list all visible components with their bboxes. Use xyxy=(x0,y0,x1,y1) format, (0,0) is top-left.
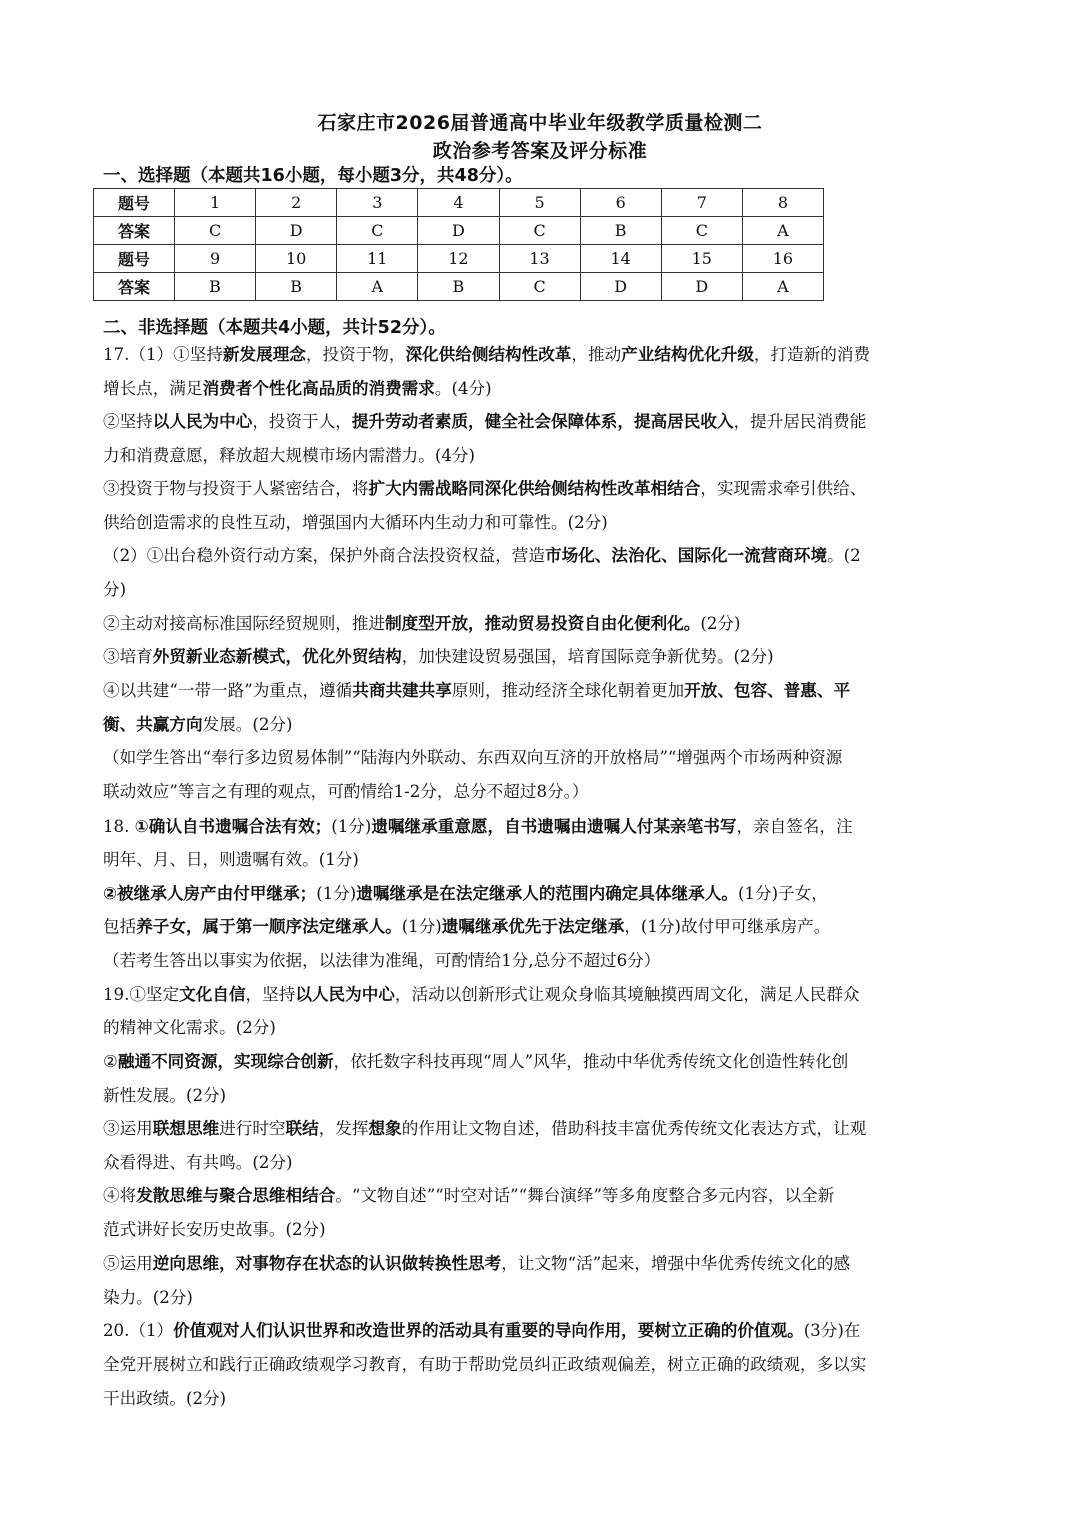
text-segment: ，投资于人， xyxy=(252,412,352,431)
text-line xyxy=(103,980,978,1010)
table-cell: A xyxy=(337,273,418,301)
answer-table xyxy=(93,188,824,301)
table-cell: 5 xyxy=(499,189,580,217)
bold-key-phrase: 外贸新业态新模式，优化外贸结构 xyxy=(152,647,402,666)
bold-key-phrase: 遗嘱继承优先于法定继承 xyxy=(441,917,625,936)
table-cell: 15 xyxy=(661,245,742,273)
section-1-heading: 一、选择题（本题共16小题，每小题3分，共48分）。 xyxy=(103,166,523,186)
table-cell: 8 xyxy=(742,189,823,217)
text-segment: 的精神文化需求。(2分) xyxy=(103,1018,276,1037)
text-segment: 17.（1）①坚持 xyxy=(103,345,223,364)
text-segment: ⑤运用 xyxy=(103,1254,153,1273)
text-segment: 的作用让文物自述，借助科技丰富优秀传统文化表达方式，让观 xyxy=(401,1119,867,1138)
text-segment: 力和消费意愿，释放超大规模市场内需潜力。(4分) xyxy=(103,446,475,465)
table-row xyxy=(94,273,824,301)
table-cell: 12 xyxy=(418,245,499,273)
text-segment: ③培育 xyxy=(103,647,153,666)
text-line xyxy=(103,1249,978,1279)
table-cell: B xyxy=(256,273,337,301)
text-segment: 染力。(2分) xyxy=(103,1288,193,1307)
text-line xyxy=(103,1013,978,1043)
table-cell: A xyxy=(742,217,823,245)
text-segment: 发展。(2分) xyxy=(202,715,293,734)
table-cell: 2 xyxy=(256,189,337,217)
text-line xyxy=(103,743,978,773)
text-line xyxy=(103,1114,978,1144)
text-segment: (1分)子女， xyxy=(737,884,828,903)
bold-key-phrase: 以人民为中心 xyxy=(152,412,253,431)
answer-label: 答案 xyxy=(94,273,175,301)
text-line xyxy=(103,845,978,875)
text-line xyxy=(103,812,978,842)
text-line xyxy=(103,1081,978,1111)
text-segment: 。(2 xyxy=(827,546,861,565)
bold-key-phrase: 发散思维与聚合思维相结合 xyxy=(136,1186,336,1205)
bold-key-phrase: 开放、包容、普惠、平 xyxy=(684,681,851,700)
text-segment: 18. xyxy=(103,817,135,836)
table-cell: 16 xyxy=(742,245,823,273)
table-cell: C xyxy=(337,217,418,245)
bold-key-phrase: ①确认自书遗嘱合法有效； xyxy=(134,817,332,836)
text-segment: 干出政绩。(2分) xyxy=(103,1389,227,1408)
table-cell: D xyxy=(418,217,499,245)
bold-key-phrase: 扩大内需战略同深化供给侧结构性改革相结合 xyxy=(368,479,701,498)
answer-label: 答案 xyxy=(94,217,175,245)
text-segment: 范式讲好长安历史故事。(2分) xyxy=(103,1220,326,1239)
table-row xyxy=(94,245,824,273)
table-cell: D xyxy=(661,273,742,301)
bold-key-phrase: 衡、共赢方向 xyxy=(103,715,203,734)
table-cell: 3 xyxy=(337,189,418,217)
text-line xyxy=(103,575,978,605)
table-cell: 4 xyxy=(418,189,499,217)
table-cell: 14 xyxy=(580,245,661,273)
text-segment: ，亲自签名，注 xyxy=(736,817,853,836)
bold-key-phrase: 共商共建共享 xyxy=(352,681,452,700)
bold-key-phrase: 新发展理念 xyxy=(222,345,306,364)
bold-key-phrase: 市场化、法治化、国际化一流营商环境 xyxy=(545,546,828,565)
text-segment: 原则，推动经济全球化朝着更加 xyxy=(451,681,685,700)
text-line xyxy=(103,1215,978,1245)
text-segment: ④将 xyxy=(103,1186,137,1205)
text-segment: ，让文物“活”起来，增强中华优秀传统文化的感 xyxy=(501,1254,851,1273)
text-segment: ，活动以创新形式让观众身临其境触摸西周文化，满足人民群众 xyxy=(394,985,860,1004)
document-subtitle: 政治参考答案及评分标准 xyxy=(432,140,648,162)
text-line xyxy=(103,407,978,437)
bold-key-phrase: 提升劳动者素质，健全社会保障体系，提高居民收入 xyxy=(351,412,734,431)
text-segment: (3分)在 xyxy=(803,1321,861,1340)
bold-key-phrase: 深化供给侧结构性改革 xyxy=(405,345,572,364)
text-segment: （如学生答出“奉行多边贸易体制”“陆海内外联动、东西双向互济的开放格局”“增强两个市场两种资源 xyxy=(103,748,843,767)
text-segment: 包括 xyxy=(103,917,137,936)
text-line xyxy=(103,508,978,538)
text-segment: 联动效应”等言之有理的观点，可酌情给1-2分，总分不超过8分。） xyxy=(103,782,589,801)
text-line xyxy=(103,777,978,807)
table-cell: B xyxy=(175,273,256,301)
bold-key-phrase: 文化自信 xyxy=(179,985,246,1004)
bold-key-phrase: ②被继承人房产由付甲继承； xyxy=(103,884,317,903)
text-segment: 分) xyxy=(103,580,127,599)
text-line xyxy=(103,946,978,976)
text-segment: ② xyxy=(103,1052,118,1071)
bold-key-phrase: 制度型开放，推动贸易投资自由化便利化。 xyxy=(385,614,701,633)
bold-key-phrase: 融通不同资源，实现综合创新 xyxy=(117,1052,334,1071)
text-segment: (1分) xyxy=(316,884,357,903)
text-line xyxy=(103,710,978,740)
text-line xyxy=(103,441,978,471)
text-line xyxy=(103,1350,978,1380)
text-segment: ③投资于物与投资于人紧密结合，将 xyxy=(103,479,369,498)
table-cell: D xyxy=(256,217,337,245)
text-segment: （2）①出台稳外资行动方案，保护外商合法投资权益，营造 xyxy=(103,546,545,565)
bold-key-phrase: 逆向思维，对事物存在状态的认识做转换性思考 xyxy=(152,1254,502,1273)
text-line xyxy=(103,676,978,706)
text-segment: ④以共建“一带一路”为重点，遵循 xyxy=(103,681,353,700)
bold-key-phrase: 遗嘱继承是在法定继承人的范围内确定具体继承人。 xyxy=(356,884,738,903)
text-line xyxy=(103,1047,978,1077)
text-line xyxy=(103,340,978,370)
text-segment: ，加快建设贸易强国，培育国际竞争新优势。(2分) xyxy=(401,647,774,666)
table-cell: 11 xyxy=(337,245,418,273)
bold-key-phrase: 养子女，属于第一顺序法定继承人。 xyxy=(136,917,402,936)
table-cell: C xyxy=(499,273,580,301)
text-segment: (1分) xyxy=(401,917,442,936)
text-segment: (1分) xyxy=(318,850,359,869)
text-line xyxy=(103,879,978,909)
text-segment: ，推动 xyxy=(571,345,622,364)
text-line xyxy=(103,541,978,571)
bold-key-phrase: 遗嘱继承重意愿，自书遗嘱由遗嘱人付某亲笔书写 xyxy=(371,817,737,836)
text-segment: （若考生答出以事实为依据，以法律为准绳，可酌情给1分,总分不超过6分） xyxy=(103,951,661,970)
text-segment: 众看得进、有共鸣。(2分) xyxy=(103,1153,293,1172)
table-cell: 6 xyxy=(580,189,661,217)
section-2-heading: 二、非选择题（本题共4小题，共计52分）。 xyxy=(103,318,446,338)
text-segment: 。“文物自述”“时空对话”“舞台演绎”等多角度整合多元内容，以全新 xyxy=(335,1186,835,1205)
table-cell: 9 xyxy=(175,245,256,273)
table-cell: 7 xyxy=(661,189,742,217)
text-segment: (2分) xyxy=(700,614,741,633)
table-cell: B xyxy=(418,273,499,301)
question-number-label: 题号 xyxy=(94,245,175,273)
table-cell: C xyxy=(499,217,580,245)
text-line xyxy=(103,1181,978,1211)
bold-key-phrase: 联想思维 xyxy=(152,1119,220,1138)
text-segment: 供给创造需求的良性互动，增强国内大循环内生动力和可靠性。(2分) xyxy=(103,513,608,532)
table-cell: B xyxy=(580,217,661,245)
text-segment: ，投资于物， xyxy=(305,345,406,364)
bold-key-phrase: 价值观对人们认识世界和改造世界的活动具有重要的导向作用，要树立正确的价值观。 xyxy=(173,1321,804,1340)
text-line xyxy=(103,642,978,672)
table-cell: 13 xyxy=(499,245,580,273)
text-segment: ，实现需求牵引供给、 xyxy=(700,479,867,498)
question-number-label: 题号 xyxy=(94,189,175,217)
table-cell: 10 xyxy=(256,245,337,273)
text-segment: 19.①坚定 xyxy=(103,985,180,1004)
text-line xyxy=(103,912,978,942)
text-line xyxy=(103,474,978,504)
text-segment: 20.（1） xyxy=(103,1321,174,1340)
table-cell: A xyxy=(742,273,823,301)
table-cell: C xyxy=(661,217,742,245)
table-cell: C xyxy=(175,217,256,245)
text-segment: 。(4分) xyxy=(434,379,492,398)
text-line xyxy=(103,1148,978,1178)
text-segment: 明年、月、日，则遗嘱有效。 xyxy=(103,850,319,869)
text-line xyxy=(103,609,978,639)
text-segment: 全党开展树立和践行正确政绩观学习教育，有助于帮助党员纠正政绩观偏差，树立正确的政绩观，多以实 xyxy=(103,1355,867,1374)
text-segment: ，提升居民消费能 xyxy=(733,412,867,431)
text-segment: 增长点，满足 xyxy=(103,379,203,398)
text-segment: ，打造新的消费 xyxy=(753,345,871,364)
table-row xyxy=(94,217,824,245)
table-cell: 1 xyxy=(175,189,256,217)
text-line xyxy=(103,374,978,404)
text-segment: ，(1分)故付甲可继承房产。 xyxy=(624,917,831,936)
text-segment: 新性发展。(2分) xyxy=(103,1086,227,1105)
text-line xyxy=(103,1384,978,1414)
table-row xyxy=(94,189,824,217)
bold-key-phrase: 联结 xyxy=(285,1119,319,1138)
text-segment: ②坚持 xyxy=(103,412,153,431)
bold-key-phrase: 产业结构优化升级 xyxy=(621,345,754,364)
text-line xyxy=(103,1283,978,1313)
text-segment: ，坚持 xyxy=(245,985,296,1004)
table-cell: D xyxy=(580,273,661,301)
text-segment: ③运用 xyxy=(103,1119,153,1138)
text-segment: ②主动对接高标准国际经贸规则，推进 xyxy=(103,614,386,633)
text-line xyxy=(103,1316,978,1346)
bold-key-phrase: 消费者个性化高品质的消费需求 xyxy=(202,379,435,398)
text-segment: ，依托数字科技再现“周人”风华，推动中华优秀传统文化创造性转化创 xyxy=(333,1052,849,1071)
bold-key-phrase: 想象 xyxy=(368,1119,402,1138)
bold-key-phrase: 以人民为中心 xyxy=(295,985,395,1004)
text-segment: 进行时空 xyxy=(219,1119,286,1138)
text-segment: (1分) xyxy=(331,817,372,836)
text-segment: ，发挥 xyxy=(318,1119,369,1138)
document-title: 石家庄市2026届普通高中毕业年级教学质量检测二 xyxy=(317,112,763,134)
